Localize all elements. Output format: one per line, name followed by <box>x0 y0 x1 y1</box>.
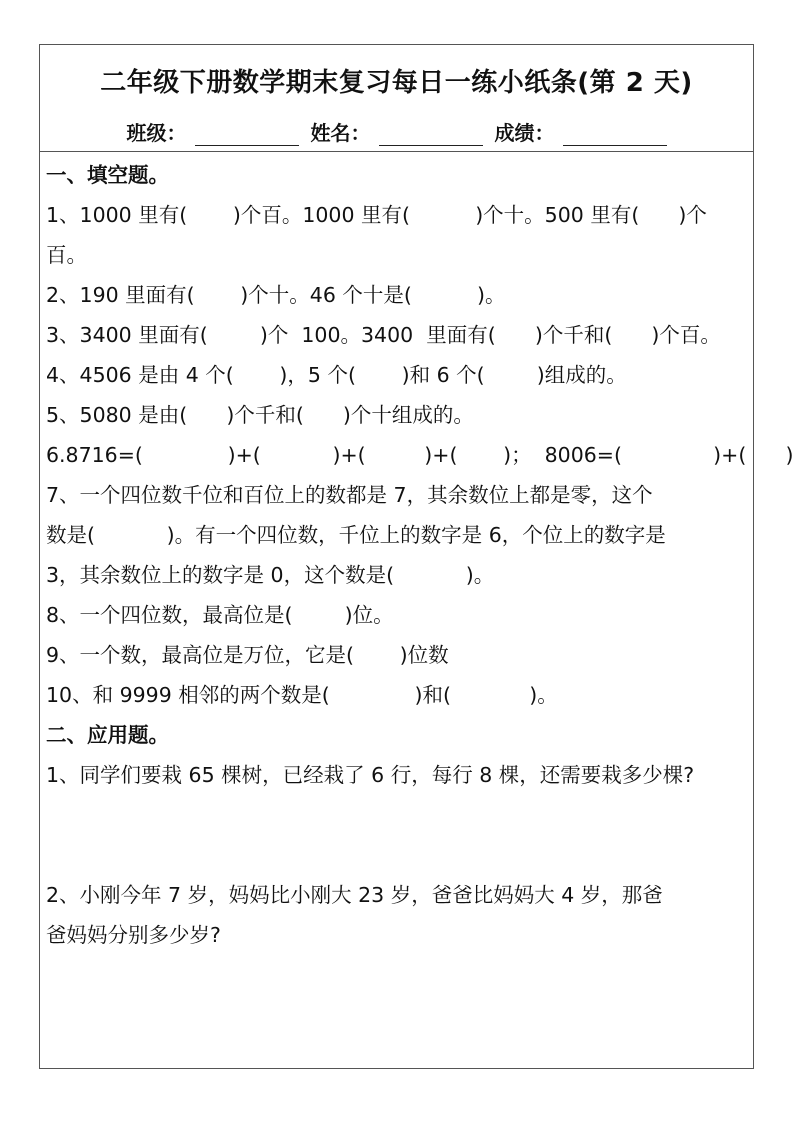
question-line: 9、一个数，最高位是万位，它是( )位数 <box>46 643 449 667</box>
section-heading-fill-in: 一、填空题。 <box>46 163 169 187</box>
worksheet-header <box>40 45 753 152</box>
question-line: 2、190 里面有( )个十。46 个十是( )。 <box>46 283 506 307</box>
class-blank[interactable] <box>195 121 299 146</box>
question-line: 3，其余数位上的数字是 0，这个数是( )。 <box>46 563 495 587</box>
worksheet <box>39 44 793 1069</box>
question-line: 百。 <box>46 243 87 267</box>
question-line: 7、一个四位数千位和百位上的数都是 7，其余数位上都是零，这个 <box>46 483 653 507</box>
score-label: 成绩： <box>494 121 555 145</box>
class-label: 班级： <box>126 121 187 145</box>
name-field <box>311 117 483 146</box>
question-line: 6.8716=( )+( )+( )+( )； 8006=( )+( ) <box>46 443 793 467</box>
question-line: 1、1000 里有( )个百。1000 里有( )个十。500 里有( )个 <box>46 203 707 227</box>
question-line: 4、4506 是由 4 个( )，5 个( )和 6 个( )组成的。 <box>46 363 627 387</box>
application-question-2-cont: 爸妈妈分别多少岁? <box>46 923 221 947</box>
name-blank[interactable] <box>379 121 483 146</box>
student-info-row <box>40 117 753 146</box>
score-field <box>495 117 667 146</box>
question-line: 数是( )。有一个四位数，千位上的数字是 6，个位上的数字是 <box>46 523 666 547</box>
application-question-1: 1、同学们要栽 65 棵树，已经栽了 6 行，每行 8 棵，还需要栽多少棵? <box>46 763 695 787</box>
name-label: 姓名： <box>310 121 371 145</box>
question-line: 3、3400 里面有( )个 100。3400 里面有( )个千和( )个百。 <box>46 323 721 347</box>
class-field <box>127 117 299 146</box>
application-question-2: 2、小刚今年 7 岁，妈妈比小刚大 23 岁，爸爸比妈妈大 4 岁，那爸 <box>46 883 663 907</box>
page-title: 二年级下册数学期末复习每日一练小纸条(第 2 天) <box>100 68 693 98</box>
question-line: 8、一个四位数，最高位是( )位。 <box>46 603 394 627</box>
question-line: 10、和 9999 相邻的两个数是( )和( )。 <box>46 683 558 707</box>
question-line: 5、5080 是由( )个千和( )个十组成的。 <box>46 403 474 427</box>
section-heading-application: 二、应用题。 <box>46 723 169 747</box>
score-blank[interactable] <box>563 121 667 146</box>
